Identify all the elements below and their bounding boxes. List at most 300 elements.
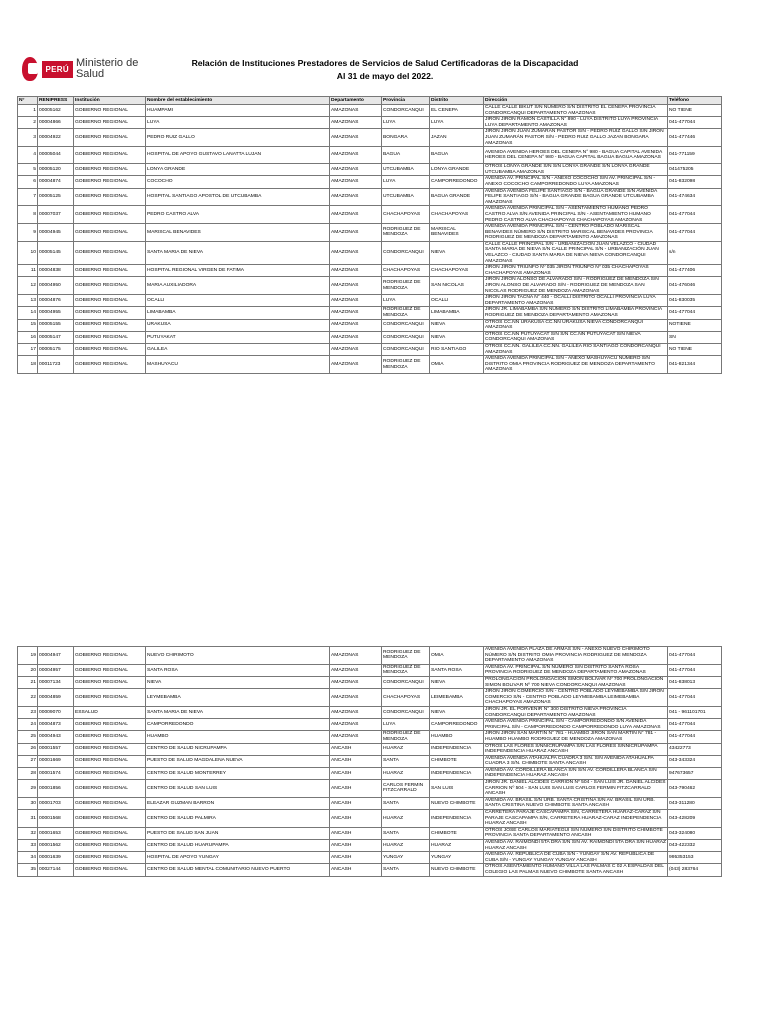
cell-address: AVENIDA AV. REPUBLICA DE CUBA S/N - YUNGAY S/N AV. REPUBLICA DE CUBA S/N - YUNGAY YUNGAY YUNGAY ANCASH xyxy=(484,852,668,864)
table-row xyxy=(18,767,722,779)
cell-institution: GOBIERNO REGIONAL xyxy=(74,295,146,307)
cell-province: SANTA xyxy=(382,864,430,876)
cell-district: NIEVA xyxy=(430,319,484,331)
cell-address: AVENIDA AV. PRINCIPAL S/N NÚMERO S/N DISTRITO SANTA ROSA PROVINCIA RODRIGUEZ DE MENDOZA DEPARTAMENTO AMAZONAS xyxy=(484,664,668,676)
cell-renipress: 00001574 xyxy=(38,767,74,779)
cell-province: RODRIGUEZ DE MENDOZA xyxy=(382,647,430,665)
cell-establishment: URAKUSA xyxy=(146,319,330,331)
table-row xyxy=(18,331,722,343)
cell-phone: 043-324080 xyxy=(668,827,722,839)
cell-establishment: OCALLI xyxy=(146,295,330,307)
cell-address: JIRÓN JIRÓN JUAN ZUMARÁN PASTOR S/N - PEDRO RUIZ GALLO S/N JIRÓN JUAN ZUMARÁN PASTOR S/N - PEDRO RUIZ GALLO JAZAN BONGARA AMAZONAS xyxy=(484,129,668,147)
cell-department: AMAZONAS xyxy=(330,331,382,343)
cell-institution: GOBIERNO REGIONAL xyxy=(74,129,146,147)
table-row xyxy=(18,647,722,665)
table-header-row xyxy=(18,97,722,105)
table-row xyxy=(18,743,722,755)
cell-phone: NO TIENE xyxy=(668,343,722,355)
table-row xyxy=(18,147,722,164)
cell-district: EL CENEPA xyxy=(430,105,484,117)
cell-institution: GOBIERNO REGIONAL xyxy=(74,164,146,176)
cell-phone: 041-477044 xyxy=(668,647,722,665)
cell-district: NIEVA xyxy=(430,241,484,264)
cell-number: 22 xyxy=(18,689,38,707)
table-row xyxy=(18,810,722,828)
cell-phone: 041-477044 xyxy=(668,307,722,319)
cell-province: CONDORCANQUI xyxy=(382,319,430,331)
cell-address: JIRÓN JIRON TRIUNFO Nº 035 JIRON TRIUNFO Nº 035 CHACHAPOYAS CHACHAPOYAS AMAZONAS xyxy=(484,265,668,277)
cell-province: CHACHAPOYAS xyxy=(382,206,430,224)
header-district: Distrito xyxy=(430,97,484,105)
cell-province: RODRIGUEZ DE MENDOZA xyxy=(382,307,430,319)
cell-province: HUARAZ xyxy=(382,840,430,852)
cell-province: SANTA xyxy=(382,755,430,767)
cell-institution: GOBIERNO REGIONAL xyxy=(74,689,146,707)
table-row xyxy=(18,706,722,718)
cell-renipress: 00005125 xyxy=(38,188,74,206)
cell-establishment: CENTRO DE SALUD HUARUPAMPA xyxy=(146,840,330,852)
cell-department: AMAZONAS xyxy=(330,731,382,743)
cell-phone: 041-771159 xyxy=(668,147,722,164)
cell-establishment: LONYA GRANDE xyxy=(146,164,330,176)
cell-renipress: 00004922 xyxy=(38,129,74,147)
cell-institution: GOBIERNO REGIONAL xyxy=(74,840,146,852)
cell-province: BONGARA xyxy=(382,129,430,147)
header-province: Provincia xyxy=(382,97,430,105)
cell-province: UTCUBAMBA xyxy=(382,188,430,206)
cell-number: 18 xyxy=(18,356,38,374)
cell-establishment: SANTA MARIA DE NIEVA xyxy=(146,241,330,264)
cell-province: LUYA xyxy=(382,719,430,731)
cell-address: CALLE CALLE PRINCIPAL S/N - URBANIZACIÓN JUAN VELAZCO - CIUDAD SANTA MARIA DE NIEVA S/N CALLE PRINCIPAL S/N - URBANIZACIÓN JUAN VELAZCO - CIUDAD SANTA MARIA DE NIEVA NIEVA CONDORCANQUI AMAZONAS xyxy=(484,241,668,264)
cell-establishment: MARISCAL BENAVIDES xyxy=(146,224,330,242)
cell-department: AMAZONAS xyxy=(330,117,382,129)
cell-number: 15 xyxy=(18,319,38,331)
cell-phone: 041-474634 xyxy=(668,188,722,206)
title-line-2: Al 31 de mayo del 2022. xyxy=(336,71,434,81)
cell-district: NUEVO CHIMBOTE xyxy=(430,864,484,876)
cell-phone: 041475205 xyxy=(668,164,722,176)
cell-province: HUARAZ xyxy=(382,810,430,828)
cell-department: AMAZONAS xyxy=(330,676,382,688)
cell-number: 16 xyxy=(18,331,38,343)
cell-number: 5 xyxy=(18,164,38,176)
cell-establishment: SANTA MARIA DE NIEVA xyxy=(146,706,330,718)
cell-number: 34 xyxy=(18,852,38,864)
cell-district: BAGUA GRANDE xyxy=(430,188,484,206)
cell-renipress: 00004947 xyxy=(38,647,74,665)
cell-department: AMAZONAS xyxy=(330,176,382,188)
table-row xyxy=(18,780,722,798)
cell-phone: 041-477446 xyxy=(668,129,722,147)
cell-phone: 041-821344 xyxy=(668,356,722,374)
table-row xyxy=(18,188,722,206)
cell-phone: 041-477044 xyxy=(668,719,722,731)
logo-ministry: Ministerio de Salud xyxy=(75,57,139,80)
cell-district: CHIMBOTE xyxy=(430,755,484,767)
cell-phone: NOTIENE xyxy=(668,319,722,331)
cell-address: JIRÓN JIRÓN TACNA N° 440 - OCALLI DISTRITO OCALLI PROVINCIA LUYA DEPARTAMENTO AMAZONAS xyxy=(484,295,668,307)
cell-department: AMAZONAS xyxy=(330,105,382,117)
cell-number: 32 xyxy=(18,827,38,839)
cell-institution: GOBIERNO REGIONAL xyxy=(74,647,146,665)
header-phone: Teléfono xyxy=(668,97,722,105)
cell-department: AMAZONAS xyxy=(330,356,382,374)
cell-renipress: 00004876 xyxy=(38,295,74,307)
cell-phone: 041-838013 xyxy=(668,676,722,688)
cell-phone: 041-832098 xyxy=(668,176,722,188)
cell-address: AVENIDA AVENIDA FELIPE SANTIAGO S/N - BAGUA GRANDE S/N AVENIDA FELIPE SANTIAGO S/N - BAGUA GRANDE BAGUA GRANDE UTCUBAMBA AMAZONAS xyxy=(484,188,668,206)
cell-district: SAN NICOLAS xyxy=(430,277,484,295)
cell-number: 26 xyxy=(18,743,38,755)
cell-institution: GOBIERNO REGIONAL xyxy=(74,206,146,224)
cell-phone: 041-830035 xyxy=(668,295,722,307)
cell-phone: 041-477044 xyxy=(668,117,722,129)
cell-number: 33 xyxy=(18,840,38,852)
cell-address: JIRÓN JR. LIMABAMBA S/N NÚMERO S/N DISTRITO LIMABAMBA PROVINCIA RODRIGUEZ DE MENDOZA DEPARTAMENTO AMAZONAS xyxy=(484,307,668,319)
table-body-page-2 xyxy=(18,647,722,877)
cell-institution: GOBIERNO REGIONAL xyxy=(74,105,146,117)
cell-institution: ESSALUD xyxy=(74,706,146,718)
cell-number: 6 xyxy=(18,176,38,188)
cell-number: 4 xyxy=(18,147,38,164)
cell-institution: GOBIERNO REGIONAL xyxy=(74,188,146,206)
cell-department: AMAZONAS xyxy=(330,206,382,224)
cell-department: AMAZONAS xyxy=(330,664,382,676)
cell-address: AVENIDA AV. PRINCIPAL S/N - ANEXO COCOCHO S/N AV. PRINCIPAL S/N - ANEXO COCOCHO CAMPORREDONDO LUYA AMAZONAS xyxy=(484,176,668,188)
cell-renipress: 00001562 xyxy=(38,840,74,852)
cell-address: CARRETERA PARAJE CASCAPAMPA S/N, CARRETERA HUARAZ-CARAZ S/N PARAJE CASCAPAMPA S/N, CARRETERA HUARAZ-CARAZ INDEPENDENCIA HUARAZ ANCASH xyxy=(484,810,668,828)
cell-province: CHACHAPOYAS xyxy=(382,265,430,277)
cell-department: AMAZONAS xyxy=(330,241,382,264)
cell-department: AMAZONAS xyxy=(330,129,382,147)
cell-province: SANTA xyxy=(382,827,430,839)
cell-establishment: CENTRO DE SALUD NICRUPAMPA xyxy=(146,743,330,755)
cell-address: JIRÓN JIRON ALONSO DE ALVARADO S/N - RODRIGUEZ DE MENDOZA S/N JIRON ALONSO DE ALVARADO S/N - RODRIGUEZ DE MENDOZA SAN NICOLAS RODRIGUEZ DE MENDOZA AMAZONAS xyxy=(484,277,668,295)
cell-renipress: 00004950 xyxy=(38,277,74,295)
cell-department: AMAZONAS xyxy=(330,224,382,242)
cell-phone: 041-477044 xyxy=(668,224,722,242)
header-number: N° xyxy=(18,97,38,105)
cell-address: AVENIDA AVENIDA HEROES DEL CENEPA N° 980 - BAGUA CAPITAL AVENIDA HEROES DEL CENEPA N° 980 - BAGUA CAPITAL BAGUA BAGUA AMAZONAS xyxy=(484,147,668,164)
table-row xyxy=(18,319,722,331)
cell-establishment: MASHUYACU xyxy=(146,356,330,374)
cell-institution: GOBIERNO REGIONAL xyxy=(74,176,146,188)
cell-province: CARLOS FERMIN FITZCARRALD xyxy=(382,780,430,798)
table-row xyxy=(18,676,722,688)
cell-address: AVENIDA AVENIDA ATAHUALPA CUADRA 3 S/N. S/N AVENIDA ATAHUALPA CUADRA 3 S/N. CHIMBOTE SANTA ANCASH xyxy=(484,755,668,767)
cell-renipress: 00001639 xyxy=(38,852,74,864)
cell-institution: GOBIERNO REGIONAL xyxy=(74,117,146,129)
cell-renipress: 00005155 xyxy=(38,319,74,331)
cell-number: 23 xyxy=(18,706,38,718)
cell-number: 29 xyxy=(18,780,38,798)
cell-establishment: HOSPITAL DE APOYO GUSTAVO LANATTA LUJAN xyxy=(146,147,330,164)
table-row xyxy=(18,164,722,176)
header-renipress: RENIPRESS xyxy=(38,97,74,105)
cell-institution: GOBIERNO REGIONAL xyxy=(74,731,146,743)
cell-establishment: PEDRO CASTRO ALVA xyxy=(146,206,330,224)
cell-establishment: PUTUYAKAT xyxy=(146,331,330,343)
cell-establishment: SANTA ROSA xyxy=(146,664,330,676)
cell-district: LUYA xyxy=(430,117,484,129)
cell-renipress: 00004866 xyxy=(38,117,74,129)
cell-department: AMAZONAS xyxy=(330,719,382,731)
cell-establishment: HUAMBO xyxy=(146,731,330,743)
cell-renipress: 00005120 xyxy=(38,164,74,176)
cell-number: 13 xyxy=(18,295,38,307)
cell-district: RIO SANTIAGO xyxy=(430,343,484,355)
cell-establishment: CAMPORREDONDO xyxy=(146,719,330,731)
header-institution: Institución xyxy=(74,97,146,105)
table-row xyxy=(18,117,722,129)
cell-establishment: CENTRO DE SALUD MONTERREY xyxy=(146,767,330,779)
cell-phone: 043-428209 xyxy=(668,810,722,828)
cell-department: ANCASH xyxy=(330,827,382,839)
cell-department: AMAZONAS xyxy=(330,307,382,319)
table-row xyxy=(18,797,722,809)
cell-number: 12 xyxy=(18,277,38,295)
cell-district: CAMPORREDONDO xyxy=(430,719,484,731)
cell-phone: 041-477044 xyxy=(668,664,722,676)
cell-province: RODRIGUEZ DE MENDOZA xyxy=(382,356,430,374)
cell-phone: 041 - 961101701 xyxy=(668,706,722,718)
cell-phone: 041-477044 xyxy=(668,206,722,224)
cell-establishment: NIEVA xyxy=(146,676,330,688)
cell-institution: GOBIERNO REGIONAL xyxy=(74,319,146,331)
table-row xyxy=(18,356,722,374)
cell-department: AMAZONAS xyxy=(330,689,382,707)
cell-phone: 043-422332 xyxy=(668,840,722,852)
cell-institution: GOBIERNO REGIONAL xyxy=(74,331,146,343)
cell-province: BAGUA xyxy=(382,147,430,164)
cell-district: LEIMEBAMBA xyxy=(430,689,484,707)
cell-district: NIEVA xyxy=(430,331,484,343)
cell-institution: GOBIERNO REGIONAL xyxy=(74,743,146,755)
cell-institution: GOBIERNO REGIONAL xyxy=(74,241,146,264)
cell-province: LUYA xyxy=(382,117,430,129)
cell-establishment: HUAMPAMI xyxy=(146,105,330,117)
table-row xyxy=(18,840,722,852)
cell-number: 17 xyxy=(18,343,38,355)
cell-province: CONDORCANQUI xyxy=(382,241,430,264)
cell-number: 27 xyxy=(18,755,38,767)
cell-phone: NO TIENE xyxy=(668,105,722,117)
table-body-page-1 xyxy=(18,105,722,374)
cell-district: CAMPORREDONDO xyxy=(430,176,484,188)
cell-phone: 041-477044 xyxy=(668,731,722,743)
cell-number: 11 xyxy=(18,265,38,277)
cell-province: RODRIGUEZ DE MENDOZA xyxy=(382,277,430,295)
table-row xyxy=(18,827,722,839)
cell-province: CONDORCANQUI xyxy=(382,706,430,718)
cell-phone: s/n xyxy=(668,241,722,264)
cell-renipress: 00005145 xyxy=(38,241,74,264)
cell-phone: 041-476046 xyxy=(668,277,722,295)
cell-institution: GOBIERNO REGIONAL xyxy=(74,864,146,876)
cell-establishment: MARIA AUXILIADORA xyxy=(146,277,330,295)
cell-renipress: 00004943 xyxy=(38,731,74,743)
cell-district: BAGUA xyxy=(430,147,484,164)
cell-department: ANCASH xyxy=(330,852,382,864)
cell-renipress: 00004955 xyxy=(38,307,74,319)
cell-number: 1 xyxy=(18,105,38,117)
cell-establishment: PUESTO DE SALUD SAN JUAN xyxy=(146,827,330,839)
cell-department: ANCASH xyxy=(330,767,382,779)
logo-country: PERÚ xyxy=(42,61,73,78)
cell-district: INDEPENDENCIA xyxy=(430,743,484,755)
cell-district: OCALLI xyxy=(430,295,484,307)
cell-address: JIRÓN JR. DANIEL ALCIDES CARRION Nº 504 - SAN LUIS JR. DANIEL ALCIDES CARRION Nº 504 - SAN LUIS SAN LUIS CARLOS FERMIN FITZCARRALD ANCASH xyxy=(485,780,666,797)
cell-department: AMAZONAS xyxy=(330,164,382,176)
cell-establishment: HOSPITAL REGIONAL VIRGEN DE FATIMA xyxy=(146,265,330,277)
cell-renipress: 00011723 xyxy=(38,356,74,374)
cell-number: 28 xyxy=(18,767,38,779)
cell-number: 19 xyxy=(18,647,38,665)
table-row xyxy=(18,105,722,117)
cell-address: CALLE CALLE BIKUT S/N NÚMERO S/N DISTRITO EL CENEPA PROVINCIA CONDORCANQUI DEPARTAMENTO AMAZONAS xyxy=(484,105,668,117)
cell-address: OTROS ASENTAMIENTO HUMANO VILLA LAS PALMAS C 02 A ESPALDAS DEL COLEGIO LAS PALMAS NUEVO CHIMBOTE SANTA ANCASH xyxy=(484,864,668,876)
cell-province: LUYA xyxy=(382,176,430,188)
cell-department: AMAZONAS xyxy=(330,147,382,164)
cell-phone: SN xyxy=(668,331,722,343)
cell-district: NIEVA xyxy=(430,676,484,688)
cell-number: 24 xyxy=(18,719,38,731)
table-row xyxy=(18,307,722,319)
cell-province: LUYA xyxy=(382,295,430,307)
cell-district: NIEVA xyxy=(430,706,484,718)
cell-district: JAZAN xyxy=(430,129,484,147)
cell-renipress: 00004838 xyxy=(38,265,74,277)
cell-institution: GOBIERNO REGIONAL xyxy=(74,356,146,374)
cell-phone: 043-790462 xyxy=(668,780,722,798)
cell-department: AMAZONAS xyxy=(330,319,382,331)
table-row xyxy=(18,129,722,147)
cell-establishment: LUYA xyxy=(146,117,330,129)
cell-institution: GOBIERNO REGIONAL xyxy=(74,810,146,828)
cell-renipress: 00004945 xyxy=(38,224,74,242)
table-row xyxy=(18,719,722,731)
cell-department: ANCASH xyxy=(330,780,382,798)
cell-address: AVENIDA AV. CORDILLERA BLANCA S/N S/N AV. CORDILLERA BLANCA S/N INDEPENDENCIA HUARAZ ANCASH xyxy=(484,767,668,779)
cell-institution: GOBIERNO REGIONAL xyxy=(74,755,146,767)
cell-phone: 947673657 xyxy=(668,767,722,779)
cell-district: HUARAZ xyxy=(430,840,484,852)
document-title xyxy=(150,57,620,83)
cell-address: JIRÓN JIRON SAN MARTIN N° 781 - HUAMBO JIRON SAN MARTIN N° 781 - HUAMBO HUAMBO RODRIGUEZ DE MENDOZA AMAZONAS xyxy=(484,731,668,743)
cell-phone: 43422773 xyxy=(668,743,722,755)
cell-address: AVENIDA AV. BRASIL S/N URB. SANTA CRISTINA S/N AV. BRASIL S/N URB. SANTA CRISTINA NUEVO CHIMBOTE SANTA ANCASH xyxy=(484,797,668,809)
cell-address: AVENIDA AVENIDA PRINCIPAL S/N - ASENTAMIENTO HUMANO PEDRO CASTRO ALVA S/N AVENIDA PRINCIPAL S/N - ASENTAMIENTO HUMANO PEDRO CASTRO ALVA CHACHAPOYAS CHACHAPOYAS AMAZONAS xyxy=(484,206,668,224)
cell-number: 31 xyxy=(18,810,38,828)
cell-institution: GOBIERNO REGIONAL xyxy=(74,852,146,864)
cell-renipress: 00007037 xyxy=(38,206,74,224)
cell-department: ANCASH xyxy=(330,840,382,852)
cell-establishment: PEDRO RUIZ GALLO xyxy=(146,129,330,147)
table-row xyxy=(18,277,722,295)
cell-department: AMAZONAS xyxy=(330,277,382,295)
cell-district: LIMABAMBA xyxy=(430,307,484,319)
cell-district: SAN LUIS xyxy=(430,780,484,798)
cell-establishment: CENTRO DE SALUD PALMIRA xyxy=(146,810,330,828)
cell-province: RODRIGUEZ DE MENDOZA xyxy=(382,224,430,242)
cell-department: AMAZONAS xyxy=(330,295,382,307)
header-establishment: Nombre del establecimiento xyxy=(146,97,330,105)
cell-number: 14 xyxy=(18,307,38,319)
title-line-1: Relación de Instituciones Prestadores de Servicios de Salud Certificadoras de la Discapacidad xyxy=(191,58,579,68)
table-row xyxy=(18,206,722,224)
cell-department: ANCASH xyxy=(330,810,382,828)
cell-establishment: COCOCHO xyxy=(146,176,330,188)
table-row xyxy=(18,731,722,743)
table-row xyxy=(18,224,722,242)
cell-district: CHACHAPOYAS xyxy=(430,265,484,277)
cell-district: INDEPENDENCIA xyxy=(430,810,484,828)
cell-number: 2 xyxy=(18,117,38,129)
table-row xyxy=(18,265,722,277)
cell-province: SANTA xyxy=(382,797,430,809)
cell-institution: GOBIERNO REGIONAL xyxy=(74,147,146,164)
cell-number: 35 xyxy=(18,864,38,876)
cell-institution: GOBIERNO REGIONAL xyxy=(74,780,146,798)
table-row xyxy=(18,755,722,767)
cell-establishment: CENTRO DE SALUD MENTAL COMUNITARIO NUEVO PUERTO xyxy=(146,864,330,876)
header-address: Dirección xyxy=(484,97,668,105)
cell-address: AVENIDA AVENIDA PRINCIPAL S/N - ANEXO MASHUYACU NÚMERO S/N DISTRITO OMIA PROVINCIA RODRIGUEZ DE MENDOZA DEPARTAMENTO AMAZONAS xyxy=(484,356,668,374)
cell-institution: GOBIERNO REGIONAL xyxy=(74,265,146,277)
cell-department: AMAZONAS xyxy=(330,706,382,718)
cell-establishment: NUEVO CHIRIMOTO xyxy=(146,647,330,665)
cell-establishment: LEYMEBAMBA xyxy=(146,689,330,707)
cell-province: HUARAZ xyxy=(382,743,430,755)
cell-department: AMAZONAS xyxy=(330,343,382,355)
cell-renipress: 00005147 xyxy=(38,331,74,343)
cell-renipress: 00009070 xyxy=(38,706,74,718)
cell-address: AVENIDA AVENIDA PLAZA DE ARMAS S/N - ANEXO NUEVO CHIRIMOTO NÚMERO S/N DISTRITO OMIA PROVINCIA RODRIGUEZ DE MENDOZA DEPARTAMENTO AMAZONAS xyxy=(484,647,668,665)
cell-phone: 043-343324 xyxy=(668,755,722,767)
cell-renipress: 00001653 xyxy=(38,827,74,839)
cell-number: 20 xyxy=(18,664,38,676)
cell-institution: GOBIERNO REGIONAL xyxy=(74,664,146,676)
table-row xyxy=(18,343,722,355)
cell-institution: GOBIERNO REGIONAL xyxy=(74,676,146,688)
table-row xyxy=(18,852,722,864)
cell-institution: GOBIERNO REGIONAL xyxy=(74,719,146,731)
cell-renipress: 00004957 xyxy=(38,664,74,676)
cell-number: 8 xyxy=(18,206,38,224)
header-department: Departamento xyxy=(330,97,382,105)
cell-province: CONDORCANQUI xyxy=(382,676,430,688)
table-row xyxy=(18,176,722,188)
document-header xyxy=(0,0,768,96)
cell-province: RODRIGUEZ DE MENDOZA xyxy=(382,664,430,676)
table-row xyxy=(18,689,722,707)
cell-number: 10 xyxy=(18,241,38,264)
cell-number: 30 xyxy=(18,797,38,809)
cell-number: 3 xyxy=(18,129,38,147)
cell-number: 21 xyxy=(18,676,38,688)
institutions-table-page-1 xyxy=(17,96,722,374)
cell-phone: 041-477044 xyxy=(668,689,722,707)
cell-institution: GOBIERNO REGIONAL xyxy=(74,277,146,295)
cell-address: OTROS CC.NN. GALILEA CC.NN. GALILEA RIO SANTIAGO CONDORCANQUI AMAZONAS xyxy=(484,343,668,355)
cell-address: OTROS JOSE CARLOS MARIATEGUI S/N NÚMERO S/N DISTRITO CHIMBOTE PROVINCIA SANTA DEPARTAMENTO ANCASH xyxy=(484,827,668,839)
cell-renipress: 00005044 xyxy=(38,147,74,164)
cell-province: CHACHAPOYAS xyxy=(382,689,430,707)
cell-address: JIRÓN JIRÓN RAMÓN CASTILLA N° 890 - LUYA DISTRITO LUYA PROVINCIA LUYA DEPARTAMENTO AMAZONAS xyxy=(484,117,668,129)
cell-renipress: 00005162 xyxy=(38,105,74,117)
cell-address: OTROS LAS FLORES S/NNICRUPAMPA S/N LAS FLORES S/NNICRUPAMPA INDEPENDENCIA HUARAZ ANCASH xyxy=(484,743,668,755)
